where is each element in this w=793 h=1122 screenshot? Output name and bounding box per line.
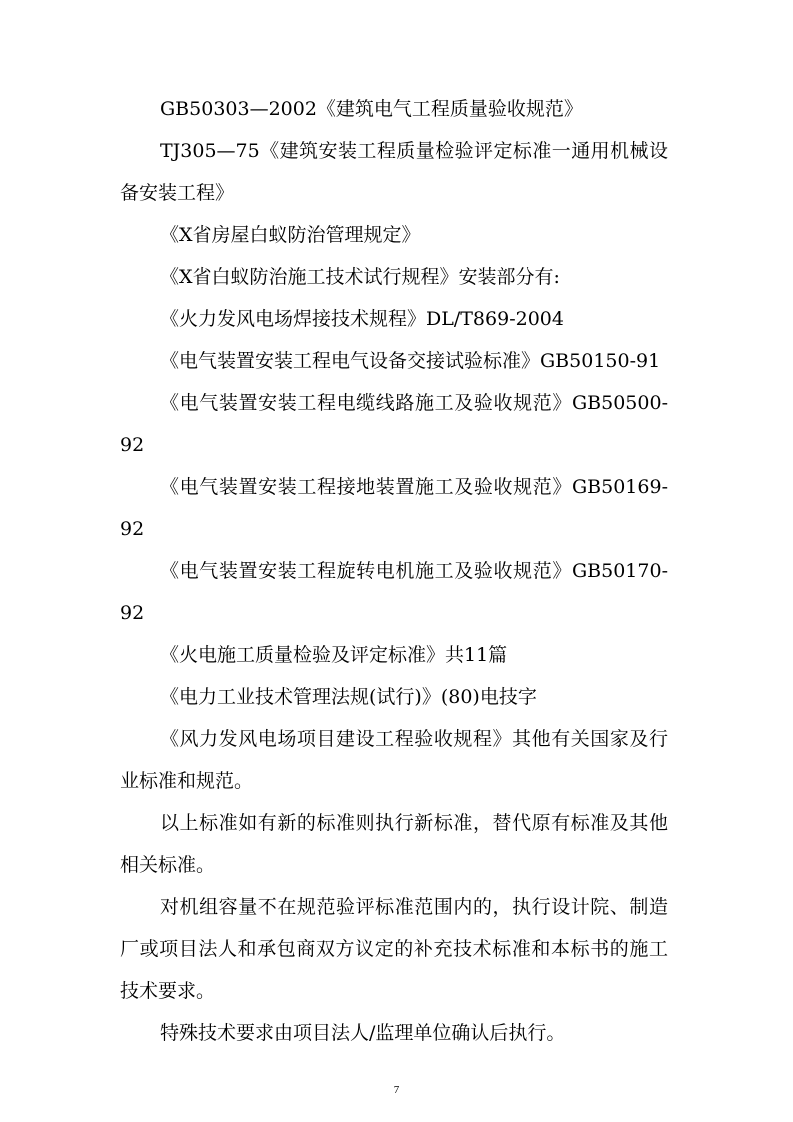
body-text [120,88,668,1054]
page-number: 7 [393,1084,400,1096]
paragraph-termite-procedure: 《X省白蚁防治施工技术试行规程》安装部分有: [160,266,560,288]
paragraph-termite-regulation: 《X省房屋白蚁防治管理规定》 [160,224,421,246]
paragraph-thermal-power-quality: 《火电施工质量检验及评定标准》共11篇 [160,644,508,666]
paragraph-handover-test-standard: 《电气装置安装工程电气设备交接试验标准》GB50150-91 [160,350,661,372]
paragraph-cable-line-code: 《电气装置安装工程电缆线路施工及验收规范》GB50500-92 [120,392,668,456]
paragraph-grounding-code: 《电气装置安装工程接地装置施工及验收规范》GB50169-92 [120,476,668,540]
paragraph-special-requirements: 特殊技术要求由项目法人/监理单位确认后执行。 [160,1022,566,1044]
paragraph-standard-gb50303: GB50303—2002《建筑电气工程质量验收规范》 [160,98,583,120]
paragraph-welding-code: 《火力发风电场焊接技术规程》DL/T869-2004 [160,308,564,330]
paragraph-power-industry-regulation: 《电力工业技术管理法规(试行)》(80)电技字 [160,686,537,708]
paragraph-wind-farm-acceptance: 《风力发风电场项目建设工程验收规程》其他有关国家及行业标准和规范。 [120,728,668,792]
paragraph-standard-tj305: TJ305—75《建筑安装工程质量检验评定标准一通用机械设备安装工程》 [120,140,668,204]
paragraph-rotating-machine-code: 《电气装置安装工程旋转电机施工及验收规范》GB50170-92 [120,560,668,624]
paragraph-new-standards-note: 以上标准如有新的标准则执行新标准，替代原有标准及其他相关标准。 [120,812,668,876]
paragraph-unit-capacity-note: 对机组容量不在规范验评标准范围内的，执行设计院、制造厂或项目法人和承包商双方议定的补充技术标准和本标书的施工技术要求。 [120,896,668,1002]
